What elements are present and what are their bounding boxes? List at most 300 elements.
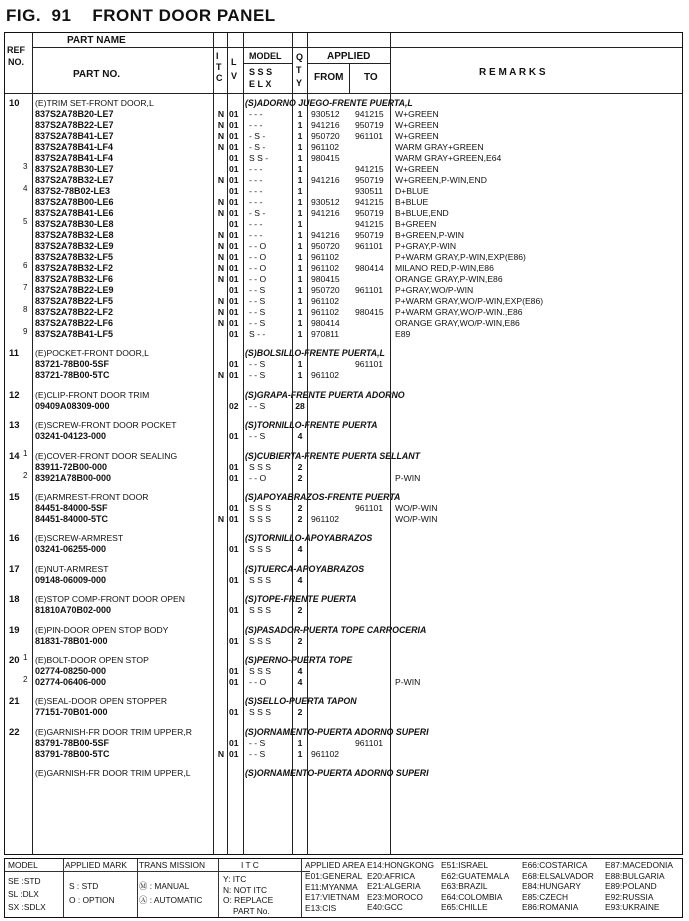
applied-to: 941215 [355, 109, 384, 119]
applied-to: 950719 [355, 208, 384, 218]
quantity: 1 [297, 208, 303, 218]
model-applicability: - - - [249, 230, 263, 240]
quantity: 4 [297, 574, 303, 585]
lv-code: 01 [229, 307, 239, 317]
itc-code: N [217, 208, 225, 218]
model-applicability: - - O [249, 263, 267, 273]
table-row [5, 328, 684, 341]
model-applicability: - - S [249, 285, 266, 295]
spanish-name: (S)SELLO-PUERTA TAPON [245, 696, 357, 707]
quantity: 1 [297, 263, 303, 273]
quantity: 1 [297, 318, 303, 328]
quantity: 1 [297, 153, 303, 163]
itc-code: N [217, 307, 225, 317]
quantity: 1 [297, 370, 303, 381]
part-number: 02774-08250-000 [35, 666, 107, 676]
model-applicability: - - - [249, 219, 263, 229]
no-header: NO. [8, 57, 25, 67]
model-applicability: S S S [249, 574, 271, 585]
applied-to: 950719 [355, 120, 384, 130]
model-applicability: S S S [249, 544, 271, 555]
lv-code: 01 [229, 186, 239, 196]
ref-number: 21 [9, 696, 20, 708]
quantity: 1 [297, 329, 303, 339]
applied-to: 961101 [355, 503, 384, 513]
spanish-name: (S)CUBIERTA-FRENTE PUERTA SELLANT [245, 450, 420, 461]
ref-number: 15 [9, 492, 20, 503]
part-name: (E)PIN-DOOR OPEN STOP BODY [35, 624, 169, 635]
applied-from: 961102 [311, 263, 340, 273]
remarks: WO/P-WIN [395, 514, 438, 524]
applied-to: 961101 [355, 737, 384, 748]
part-number: 77151-70B01-000 [35, 707, 108, 718]
table-row [5, 748, 684, 761]
itc-code: N [217, 296, 225, 306]
part-number: 837S2-78B02-LE3 [35, 186, 111, 196]
applied-to: 941215 [355, 164, 384, 174]
legend-itc-items: Y: ITC N: NOT ITC O: REPLACE PART No. [223, 874, 274, 916]
part-number: 837S2A78B41-LF4 [35, 142, 114, 152]
quantity: 1 [297, 274, 303, 284]
part-number: 83721-78B00-5TC [35, 370, 110, 381]
model-applicability: - - - [249, 120, 263, 130]
quantity: 1 [297, 748, 303, 759]
legend-area-col-3: E51:ISRAEL E62:GUATEMALA E63:BRAZIL E64:COLOMBIA E65:CHILLE [441, 860, 510, 912]
remarks: W+GREEN [395, 120, 439, 130]
remarks: B+BLUE,END [395, 208, 449, 218]
from-header: FROM [314, 72, 344, 83]
part-number: 837S2A78B32-LE9 [35, 241, 114, 251]
part-no-header: PART NO. [73, 69, 121, 80]
lv-code: 01 [229, 677, 239, 687]
table-row [5, 574, 684, 587]
spanish-name: (S)APOYABRAZOS-FRENTE PUERTA [245, 492, 401, 502]
quantity: 4 [297, 544, 303, 555]
itc-code: N [217, 514, 225, 524]
lv-code: 01 [229, 370, 239, 381]
spanish-name: (S)TORNILLO-APOYABRAZOS [245, 533, 373, 544]
model-applicability: S S S [249, 461, 271, 472]
lv-code: 01 [229, 431, 239, 442]
quantity: 2 [297, 472, 303, 483]
model-header: MODEL [249, 51, 282, 61]
to-header: TO [364, 72, 378, 83]
model-applicability: S - - [249, 329, 266, 339]
table-row [5, 400, 684, 413]
applied-from: 961102 [311, 307, 340, 317]
part-name-header: PART NAME [67, 35, 126, 46]
sub-ref-number: 5 [23, 217, 28, 226]
quantity: 1 [297, 737, 303, 748]
legend-applied-mark-title: APPLIED MARK [65, 860, 127, 870]
sub-ref-number: 3 [23, 162, 28, 171]
part-number: 837S2A78B22-LE7 [35, 120, 114, 130]
quantity: 1 [297, 109, 303, 119]
lv-code: 01 [229, 514, 239, 524]
lv-code: 01 [229, 175, 239, 185]
part-number: 837S2A78B41-LE6 [35, 208, 114, 218]
quantity: 4 [297, 666, 303, 676]
legend-area-col-1: E01:GENERAL E11:MYANMA E17:VIETNAM E13:CIS [305, 871, 363, 913]
remarks: B+BLUE [395, 197, 429, 207]
lv-code: 01 [229, 574, 239, 585]
remarks: WARM GRAY+GREEN [395, 142, 484, 152]
part-number: 837S2A78B20-LE7 [35, 109, 114, 119]
applied-from: 930512 [311, 109, 340, 119]
applied-from: 950720 [311, 131, 340, 141]
spanish-name: (S)TORNILLO-FRENTE PUERTA [245, 420, 378, 431]
spanish-name: (S)TOPE-FRENTE PUERTA [245, 594, 357, 605]
quantity: 1 [297, 252, 303, 262]
part-number: 03241-06255-000 [35, 544, 107, 555]
part-number: 837S2A78B32-LE7 [35, 175, 114, 185]
model-applicability: - - S [249, 400, 266, 411]
remarks: P+WARM GRAY,WO/P-WIN.,E86 [395, 307, 523, 317]
quantity: 28 [295, 400, 305, 411]
lv-code: 01 [229, 472, 239, 483]
applied-from: 950720 [311, 241, 340, 251]
model-applicability: S S - [249, 153, 269, 163]
itc-code: N [217, 748, 225, 759]
legend-applied-area-title: APPLIED AREA [305, 860, 366, 870]
lv-code: 01 [229, 230, 239, 240]
ref-number: 18 [9, 594, 20, 606]
applied-to: 961101 [355, 131, 384, 141]
lv-code: 01 [229, 142, 239, 152]
lv-code: 01 [229, 605, 239, 616]
spanish-name: (S)TUERCA-APOYABRAZOS [245, 563, 365, 574]
model-applicability: - - - [249, 164, 263, 174]
legend-itc-title: I T C [241, 860, 259, 870]
lv-code: 01 [229, 241, 239, 251]
part-name: (E)SCREW-FRONT DOOR POCKET [35, 420, 177, 431]
sub-ref-number: 2 [23, 675, 28, 684]
spanish-name: (S)BOLSILLO-FRENTE PUERTA,L [245, 348, 385, 359]
table-row [5, 430, 684, 443]
legend-area-col-4: E66:COSTARICA E68:ELSALVADOR E84:HUNGARY E85:CZECH E86:ROMANIA [522, 860, 594, 912]
spanish-name: (S)PERNO-PUERTA TOPE [245, 655, 353, 665]
part-name: (E)NUT-ARMREST [35, 563, 109, 574]
quantity: 1 [297, 359, 303, 370]
model-applicability: - - - [249, 186, 263, 196]
lv-code: 01 [229, 109, 239, 119]
sub-ref-number: 8 [23, 305, 28, 314]
ref-number: 14 [9, 450, 20, 462]
lv-code: 01 [229, 318, 239, 328]
part-name: (E)SEAL-DOOR OPEN STOPPER [35, 696, 168, 707]
model-applicability: - - S [249, 737, 266, 748]
lv-code: 01 [229, 120, 239, 130]
sub-ref-number: 7 [23, 283, 28, 292]
applied-to: 941215 [355, 197, 384, 207]
part-number: 837S2A78B00-LE6 [35, 197, 114, 207]
applied-to: 961101 [355, 285, 384, 295]
model-applicability: S S S [249, 514, 271, 524]
part-number: 837S2A78B41-LF5 [35, 329, 114, 339]
sub-ref-number: 2 [23, 470, 28, 480]
itc-code: N [217, 120, 225, 130]
part-number: 837S2A78B32-LF2 [35, 263, 114, 273]
ref-number: 19 [9, 624, 20, 636]
quantity: 1 [297, 142, 303, 152]
applied-from: 961102 [311, 296, 340, 306]
part-name: (E)STOP COMP-FRONT DOOR OPEN [35, 594, 185, 605]
applied-from: 930512 [311, 197, 340, 207]
ref-number: 12 [9, 389, 20, 401]
part-number: 837S2A78B32-LE8 [35, 230, 114, 240]
remarks: MILANO RED,P-WIN,E86 [395, 263, 494, 273]
quantity: 1 [297, 285, 303, 295]
lv-code: 01 [229, 285, 239, 295]
part-name: (E)CLIP-FRONT DOOR TRIM [35, 389, 150, 400]
lv-code: 01 [229, 164, 239, 174]
lv-code: 01 [229, 219, 239, 229]
sub-ref-number: 1 [23, 653, 28, 662]
ref-number: 10 [9, 98, 20, 109]
quantity: 1 [297, 164, 303, 174]
lv-code: 01 [229, 635, 239, 646]
quantity: 1 [297, 219, 303, 229]
itc-code: N [217, 274, 225, 284]
lv-code: 01 [229, 503, 239, 513]
model-applicability: - - S [249, 318, 266, 328]
model-applicability: - S - [249, 131, 266, 141]
part-number: 83921A78B00-000 [35, 472, 112, 483]
quantity: 1 [297, 120, 303, 130]
part-number: 837S2A78B41-LE7 [35, 131, 114, 141]
part-number: 09409A08309-000 [35, 400, 110, 411]
remarks: WO/P-WIN [395, 503, 438, 513]
lv-code: 01 [229, 707, 239, 718]
itc-code: N [217, 142, 225, 152]
applied-to: 930511 [355, 186, 384, 196]
itc-code: N [217, 230, 225, 240]
lv-code: 01 [229, 197, 239, 207]
ref-number: 13 [9, 420, 20, 432]
part-number: 83911-72B00-000 [35, 461, 108, 472]
legend-transmission-title: TRANS MISSION [139, 860, 206, 870]
ref-number: 22 [9, 726, 20, 738]
itc-code: N [217, 252, 225, 262]
quantity: 1 [297, 296, 303, 306]
table-row [5, 369, 684, 382]
model-applicability: - - S [249, 296, 266, 306]
remarks-header: R E M A R K S [479, 67, 546, 78]
applied-to: 961101 [355, 241, 384, 251]
remarks: E89 [395, 329, 411, 339]
lv-code: 01 [229, 359, 239, 370]
applied-from: 941216 [311, 208, 340, 218]
part-number: 837S2A78B22-LF6 [35, 318, 114, 328]
applied-to: 941215 [355, 219, 384, 229]
model-applicability: - - S [249, 370, 266, 381]
spanish-name: (S)PASADOR-PUERTA TOPE CARROCERIA [245, 624, 427, 635]
quantity: 2 [297, 503, 303, 513]
part-number: 837S2A78B41-LF4 [35, 153, 114, 163]
part-number: 83791-78B00-5TC [35, 748, 110, 759]
model-applicability: - - O [249, 252, 267, 262]
lv-code: 02 [229, 400, 239, 411]
legend-area-col-5: E87:MACEDONIA E88:BULGARIA E89:POLAND E92:RUSSIA E93:UKRAINE [605, 860, 673, 912]
applied-from: 980415 [311, 274, 340, 284]
table-row [5, 472, 684, 485]
part-number: 03241-04123-000 [35, 431, 107, 442]
lv-code: 01 [229, 131, 239, 141]
model-applicability: - - S [249, 431, 266, 442]
model-applicability: - - - [249, 197, 263, 207]
model-applicability: - - O [249, 274, 267, 284]
applied-to: 950719 [355, 230, 384, 240]
remarks: W+GREEN,P-WIN,END [395, 175, 487, 185]
part-name: (E)POCKET-FRONT DOOR,L [35, 348, 149, 359]
remarks: B+GREEN,P-WIN [395, 230, 464, 240]
quantity: 1 [297, 186, 303, 196]
model-applicability: - - S [249, 359, 266, 370]
part-number: 837S2A78B32-LF6 [35, 274, 114, 284]
table-row [5, 635, 684, 648]
applied-from: 941216 [311, 230, 340, 240]
quantity: 4 [297, 677, 303, 687]
remarks: P+GRAY,WO/P-WIN [395, 285, 474, 295]
quantity: 2 [297, 514, 303, 524]
part-number: 837S2A78B22-LF2 [35, 307, 114, 317]
part-name: (E)GARNISH-FR DOOR TRIM UPPER,L [35, 768, 191, 779]
itc-code: N [217, 109, 225, 119]
lv-code: 01 [229, 329, 239, 339]
part-number: 837S2A78B22-LF5 [35, 296, 114, 306]
table-row [5, 604, 684, 617]
table-row [5, 676, 684, 689]
model-applicability: S S S [249, 605, 271, 616]
quantity: 2 [297, 707, 303, 718]
remarks: W+GREEN [395, 109, 439, 119]
legend-footer [4, 858, 683, 918]
applied-from: 941216 [311, 120, 340, 130]
itc-code: N [217, 241, 225, 251]
applied-from: 961102 [311, 370, 340, 381]
remarks: P-WIN [395, 472, 421, 483]
part-number: 84451-84000-5TC [35, 514, 109, 524]
quantity: 4 [297, 431, 303, 442]
applied-from: 970811 [311, 329, 340, 339]
part-number: 837S2A78B22-LE9 [35, 285, 114, 295]
legend-applied-mark-items: S : STD O : OPTION [69, 881, 115, 905]
itc-header: I T C [216, 51, 223, 83]
remarks: P-WIN [395, 677, 421, 687]
applied-to: 961101 [355, 359, 384, 370]
lv-code: 01 [229, 153, 239, 163]
spanish-name: (S)GRAPA-FRENTE PUERTA ADORNO [245, 389, 405, 400]
part-number: 81810A70B02-000 [35, 605, 112, 616]
part-name: (E)ARMREST-FRONT DOOR [35, 492, 149, 502]
model-applicability: - S - [249, 208, 266, 218]
legend-model-items: SE :STD SL :DLX SX :SDLX [8, 876, 46, 912]
part-name: (E)BOLT-DOOR OPEN STOP [35, 655, 149, 665]
lv-code: 01 [229, 461, 239, 472]
applied-from: 961102 [311, 514, 340, 524]
legend-transmission-items: Ⓜ : MANUAL Ⓐ : AUTOMATIC [139, 881, 203, 905]
part-number: 02774-06406-000 [35, 677, 107, 687]
remarks: D+BLUE [395, 186, 429, 196]
model-applicability: - - - [249, 109, 263, 119]
lv-code: 01 [229, 737, 239, 748]
model-applicability: - - O [249, 677, 267, 687]
remarks: P+WARM GRAY,WO/P-WIN,EXP(E86) [395, 296, 544, 306]
part-number: 09148-06009-000 [35, 574, 107, 585]
model-applicability: - - O [249, 241, 267, 251]
sub-ref-number: 9 [23, 327, 28, 336]
itc-code: N [217, 370, 225, 381]
ref-number: 11 [9, 348, 20, 360]
remarks: P+GRAY,P-WIN [395, 241, 457, 251]
lv-code: 01 [229, 252, 239, 262]
part-name: (E)COVER-FRONT DOOR SEALING [35, 450, 178, 461]
part-number: 83721-78B00-5SF [35, 359, 110, 370]
remarks: W+GREEN [395, 131, 439, 141]
applied-to: 980415 [355, 307, 384, 317]
ref-number: 16 [9, 533, 20, 545]
qty-header: Q T Y [296, 52, 304, 88]
applied-from: 961102 [311, 142, 340, 152]
ref-header: REF [7, 45, 25, 55]
applied-from: 941216 [311, 175, 340, 185]
remarks: W+GREEN [395, 164, 439, 174]
model-applicability: S S S [249, 666, 271, 676]
quantity: 1 [297, 307, 303, 317]
model-applicability: S S S [249, 635, 271, 646]
quantity: 1 [297, 241, 303, 251]
applied-header: APPLIED [327, 51, 371, 62]
part-number: 83791-78B00-5SF [35, 737, 110, 748]
remarks: ORANGE GRAY,P-WIN,E86 [395, 274, 503, 284]
parts-table [4, 32, 683, 855]
figure-title: FIG. 91 FRONT DOOR PANEL [6, 6, 276, 25]
part-name: (E)SCREW-ARMREST [35, 533, 124, 544]
part-number: 837S2A78B30-LE8 [35, 219, 114, 229]
applied-from: 961102 [311, 748, 340, 759]
table-row [5, 513, 684, 526]
model-applicability: - S - [249, 142, 266, 152]
ref-number: 20 [9, 655, 20, 666]
applied-from: 980415 [311, 153, 340, 163]
part-number: 837S2A78B32-LF5 [35, 252, 114, 262]
legend-area-col-2: E14:HONGKONG E20:AFRICA E21:ALGERIA E23:MOROCO E40:GCC [367, 860, 435, 912]
model-applicability: S S S [249, 503, 271, 513]
model-applicability: - - S [249, 748, 266, 759]
part-number: 84451-84000-5SF [35, 503, 108, 513]
applied-to: 980414 [355, 263, 384, 273]
quantity: 1 [297, 230, 303, 240]
model-applicability: - - O [249, 472, 267, 483]
sub-ref-number: 4 [23, 184, 28, 193]
lv-code: 01 [229, 274, 239, 284]
lv-code: 01 [229, 263, 239, 273]
itc-code: N [217, 263, 225, 273]
item-name-row [5, 767, 684, 780]
lv-code: 01 [229, 666, 239, 676]
lv-code: 01 [229, 544, 239, 555]
applied-from: 950720 [311, 285, 340, 295]
quantity: 1 [297, 131, 303, 141]
lv-code: 01 [229, 296, 239, 306]
applied-to: 950719 [355, 175, 384, 185]
spanish-name: (S)ORNAMENTO-PUERTA ADORNO SUPERI [245, 726, 429, 737]
part-number: 837S2A78B30-LE7 [35, 164, 114, 174]
itc-code: N [217, 318, 225, 328]
remarks: ORANGE GRAY,WO/P-WIN,E86 [395, 318, 520, 328]
model-cols-header: S S S E L X [249, 67, 273, 89]
table-row [5, 706, 684, 719]
